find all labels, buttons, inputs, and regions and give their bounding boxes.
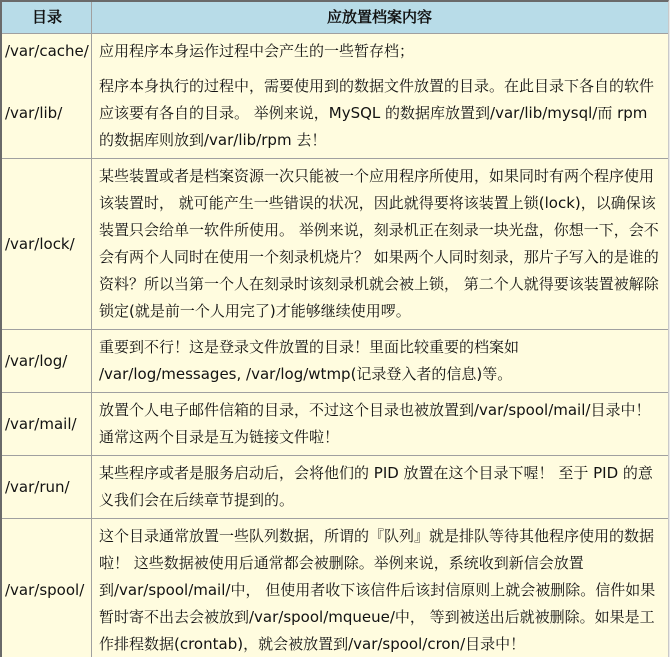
directory-description: 某些程序或者是服务启动后，会将他们的 PID 放置在这个目录下喔！ 至于 PID 的意义我们会在后续章节提到的。 [99,464,653,509]
directory-path: /var/lib/ [2,69,92,158]
directory-path: /var/spool/ [2,519,92,657]
directory-description: 程序本身执行的过程中，需要使用到的数据文件放置的目录。在此目录下各自的软件应该要有各自的目录。 举例来说，MySQL 的数据库放置到/var/lib/mysql/而 rpm 的数据库则放到/var/lib/rpm 去！ [99,77,655,149]
directory-description: 放置个人电子邮件信箱的目录，不过这个目录也被放置到/var/spool/mail/目录中！ 通常这两个目录是互为链接文件啦！ [99,401,651,446]
directory-description: 某些装置或者是档案资源一次只能被一个应用程序所使用，如果同时有两个程序使用该装置时， 就可能产生一些错误的状况，因此就得要将该装置上锁(lock)，以确保该装置只会给单一软件所使用。 举例来说，刻录机正在刻录一块光盘，你想一下，会不会有两个人同时在使用一个刻录机烧片？ 如果两个人同时刻录，那片子写入的是谁的资料？所以当第一个人在刻录时该刻录机就会被上锁， 第二个人就得要该装置被解除锁定(就是前一个人用完了)才能够继续使用啰。 [99,167,659,320]
table-row-var-run [2,455,668,518]
directory-path: /var/log/ [2,330,92,392]
table-row-var-mail [2,392,668,455]
directory-path: /var/lock/ [2,159,92,329]
directory-description: 应用程序本身运作过程中会产生的一些暂存档； [99,42,415,60]
table-row-var-lib [2,69,668,158]
table-row-var-lock [2,158,668,329]
directory-description: 重要到不行！这是登录文件放置的目录！里面比较重要的档案如 /var/log/messages, /var/log/wtmp(记录登入者的信息)等。 [99,338,520,383]
table-row-var-cache [2,33,668,69]
table-header-row [2,2,668,33]
directory-path: /var/run/ [2,456,92,518]
header-directory-column: 目录 [2,2,92,33]
table-row-var-log [2,329,668,392]
table-row-var-spool [2,518,668,657]
directory-path: /var/mail/ [2,393,92,455]
directory-path: /var/cache/ [2,34,92,69]
directory-description: 这个目录通常放置一些队列数据，所谓的『队列』就是排队等待其他程序使用的数据啦！ 这些数据被使用后通常都会被删除。举例来说，系统收到新信会放置到/var/spool/mail/中， 但使用者收下该信件后该封信原则上就会被删除。信件如果暂时寄不出去会被放到/var/spool/mqueue/中， 等到被送出后就被删除。如果是工作排程数据(crontab)，就会被放置到/var/spool/cron/目录中！ [99,527,656,653]
header-content-column: 应放置档案内容 [326,8,432,26]
